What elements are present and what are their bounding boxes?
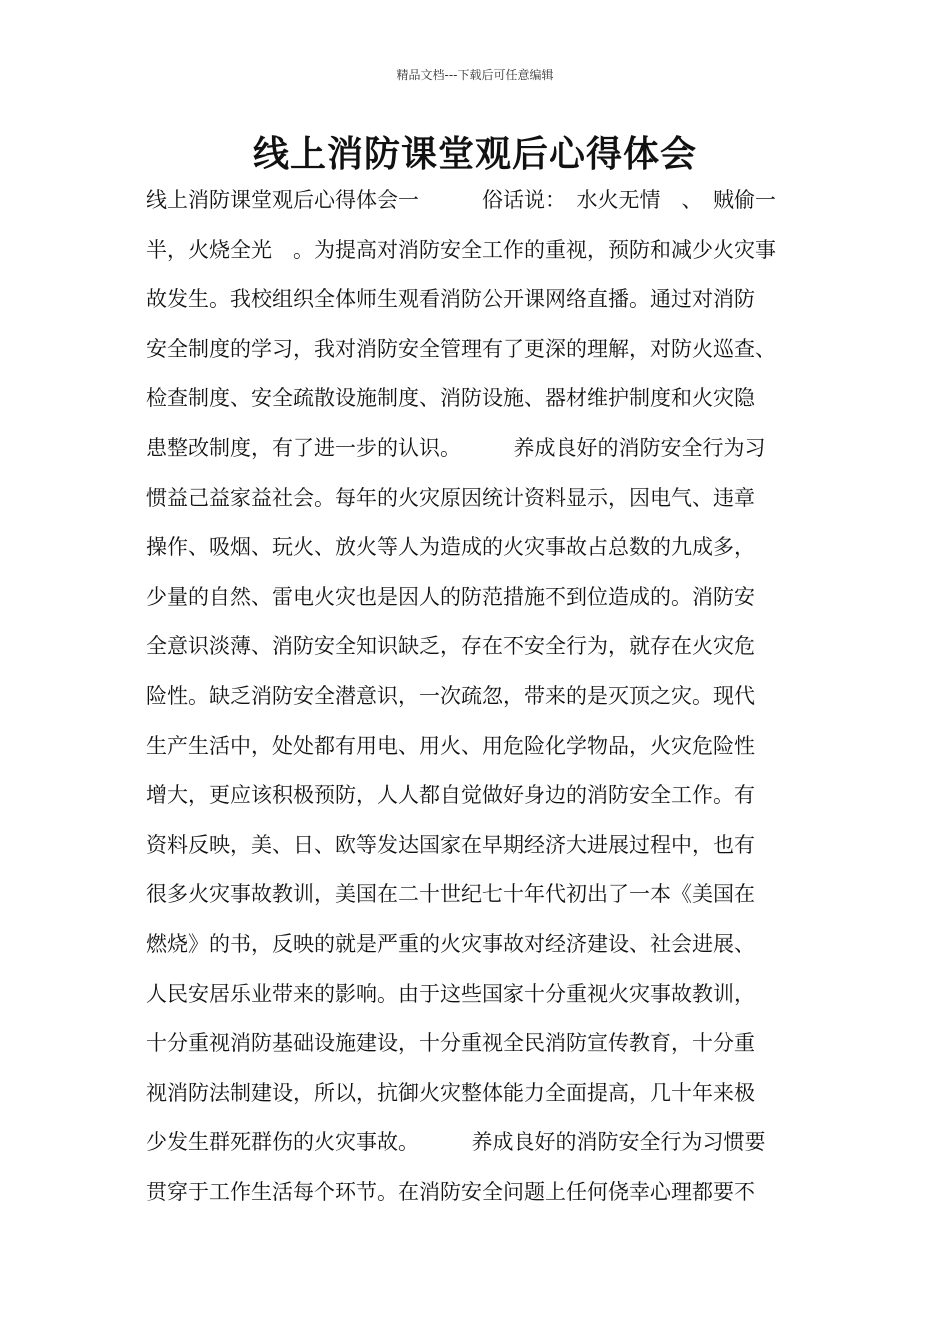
body-line: 半，火烧全光 。为提高对消防安全工作的重视，预防和减少火灾事 [146, 237, 776, 262]
body-line: 少发生群死群伤的火灾事故。 养成良好的消防安全行为习惯要 [146, 1130, 766, 1155]
body-line: 安全制度的学习，我对消防安全管理有了更深的理解，对防火巡查、 [146, 336, 776, 361]
body-line: 生产生活中，处处都有用电、用火、用危险化学物品，火灾危险性 [146, 733, 755, 758]
body-line: 线上消防课堂观后心得体会一 俗话说： 水火无情 、 贼偷一 [146, 188, 776, 212]
body-line: 惯益己益家益社会。每年的火灾原因统计资料显示，因电气、违章 [146, 485, 755, 510]
body-line: 资料反映，美、日、欧等发达国家在早期经济大进展过程中，也有 [146, 832, 755, 857]
body-line: 视消防法制建设，所以，抗御火灾整体能力全面提高，几十年来极 [146, 1080, 755, 1105]
body-line: 十分重视消防基础设施建设，十分重视全民消防宣传教育，十分重 [146, 1031, 755, 1056]
body-line: 燃烧》的书，反映的就是严重的火灾事故对经济建设、社会进展、 [146, 931, 755, 956]
header-note: 精品文档---下载后可任意编辑 [396, 68, 554, 82]
body-text [146, 180, 816, 1221]
body-line: 操作、吸烟、玩火、放火等人为造成的火灾事故占总数的九成多， [146, 535, 755, 560]
body-line: 很多火灾事故教训，美国在二十世纪七十年代初出了一本《美国在 [146, 882, 755, 907]
body-line: 险性。缺乏消防安全潜意识，一次疏忽，带来的是灭顶之灾。现代 [146, 683, 755, 708]
body-line: 患整改制度，有了进一步的认识。 养成良好的消防安全行为习 [146, 435, 766, 460]
body-line: 故发生。我校组织全体师生观看消防公开课网络直播。通过对消防 [146, 287, 755, 312]
document-title: 线上消防课堂观后心得体会 [252, 134, 697, 175]
body-line: 全意识淡薄、消防安全知识缺乏，存在不安全行为，就存在火灾危 [146, 634, 755, 659]
body-line: 人民安居乐业带来的影响。由于这些国家十分重视火灾事故教训， [146, 981, 755, 1006]
body-line: 检查制度、安全疏散设施制度、消防设施、器材维护制度和火灾隐 [146, 386, 755, 411]
body-line: 少量的自然、雷电火灾也是因人的防范措施不到位造成的。消防安 [146, 584, 755, 609]
body-line: 贯穿于工作生活每个环节。在消防安全问题上任何侥幸心理都要不 [146, 1179, 755, 1204]
body-line: 增大，更应该积极预防，人人都自觉做好身边的消防安全工作。有 [146, 783, 755, 808]
